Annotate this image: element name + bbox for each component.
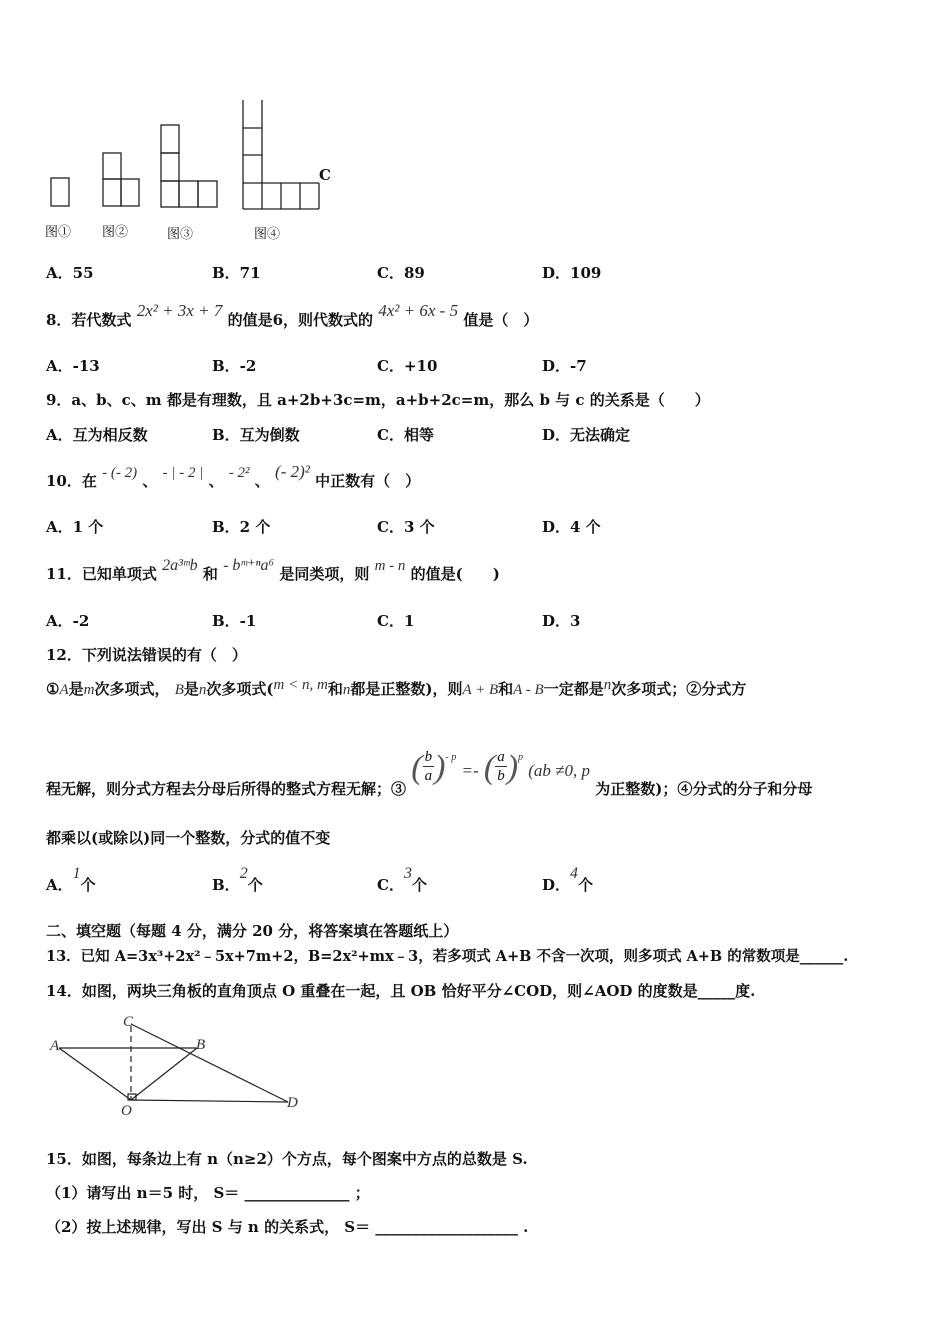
- q15-part2: （2）按上述规律，写出 S 与 n 的关系式， S＝ ___________________ .: [46, 1218, 529, 1236]
- section-heading: 二、填空题（每题 4 分，满分 20 分，将答案填在答题纸上）: [46, 922, 459, 940]
- q9-question: 9．a、b、c、m 都是有理数，且 a+2b+3c=m，a+b+2c=m，那么 b 与 c 的关系是（ ）: [46, 391, 710, 409]
- point-label-a: A: [50, 1038, 60, 1054]
- q8-option-a: A．-13: [46, 357, 100, 375]
- q9-option-b: B．互为倒数: [212, 426, 300, 444]
- point-label-o: O: [121, 1103, 132, 1119]
- q12-option-a: A．1个: [46, 865, 96, 894]
- q12-option-d: D．4个: [542, 865, 594, 894]
- q9-option-a: A．互为相反数: [46, 426, 148, 444]
- q11-question: 11．已知单项式 2a³ᵐb 和 - bᵐ⁺ⁿa⁶ 是同类项，则 m - n 的值是( ): [46, 557, 500, 583]
- q7-option-d: D．109: [542, 264, 602, 282]
- q12-option-b: B．2个: [212, 865, 263, 894]
- q8-option-d: D．-7: [542, 357, 587, 375]
- q13-question: 13．已知 A=3x³+2x²﹣5x+7m+2，B=2x²+mx﹣3，若多项式 A+B 不含一次项，则多项式 A+B 的常数项是______.: [46, 948, 849, 965]
- q10-option-c: C．3 个: [377, 518, 435, 536]
- figure-label-4: 图④: [254, 227, 281, 242]
- q7-option-a: A．55: [46, 264, 94, 282]
- q9-option-d: D．无法确定: [542, 426, 631, 444]
- point-label-b: B: [196, 1037, 206, 1053]
- q12-title: 12．下列说法错误的有（ ）: [46, 646, 247, 664]
- q11-option-d: D．3: [542, 612, 581, 630]
- q15-question: 15．如图，每条边上有 n（n≥2）个方点，每个图案中方点的总数是 S.: [46, 1150, 528, 1168]
- point-label-d: D: [287, 1095, 298, 1111]
- triangle-figure: [45, 1012, 310, 1122]
- figure-label-2: 图②: [102, 225, 129, 240]
- q7-option-c: C．89: [377, 264, 425, 282]
- q12-option-c: C．3个: [377, 865, 427, 894]
- q12-line3: 都乘以(或除以)同一个整数，分式的值不变: [46, 829, 331, 847]
- q7-option-b: B．71: [212, 264, 261, 282]
- q10-option-b: B．2 个: [212, 518, 271, 536]
- q8-question: 8．若代数式 2x² + 3x + 7 的值是6，则代数式的 4x² + 6x - 5 值是（ ）: [46, 301, 539, 329]
- corner-label-c: C: [319, 166, 331, 184]
- point-label-c: C: [123, 1014, 134, 1030]
- q9-option-c: C．相等: [377, 426, 434, 444]
- q14-question: 14．如图，两块三角板的直角顶点 O 重叠在一起，且 OB 恰好平分∠COD，则∠AOD 的度数是_____度.: [46, 982, 756, 1000]
- q10-option-a: A．1 个: [46, 518, 104, 536]
- q11-option-b: B．-1: [212, 612, 257, 630]
- figure-label-1: 图①: [45, 225, 72, 240]
- q8-option-c: C．+10: [377, 357, 438, 375]
- q12-line2: 程无解，则分式方程去分母后所得的整式方程无解；③ ( $\frac{b}{a}$ )$^{- p}$ =- ( $\frac{a}{b}$ )$^p$ (ab ≠0, p 为正整数)；④分式的分子和分母: [46, 748, 813, 798]
- q8-option-b: B．-2: [212, 357, 257, 375]
- q11-option-c: C．1: [377, 612, 415, 630]
- q12-line1: ①A是m次多项式， B是n次多项式(m < n, m和n都是正整数)，则A + B和A - B一定都是n次多项式；②分式方: [46, 677, 747, 698]
- q10-option-d: D．4 个: [542, 518, 601, 536]
- q10-question: 10．在 - (- 2) 、 - | - 2 | 、 - 2² 、 (- 2)² 中正数有（ ）: [46, 462, 421, 490]
- q11-option-a: A．-2: [46, 612, 90, 630]
- figure-label-3: 图③: [167, 227, 194, 242]
- q15-part1: （1）请写出 n＝5 时， S＝ ______________ ；: [46, 1184, 370, 1202]
